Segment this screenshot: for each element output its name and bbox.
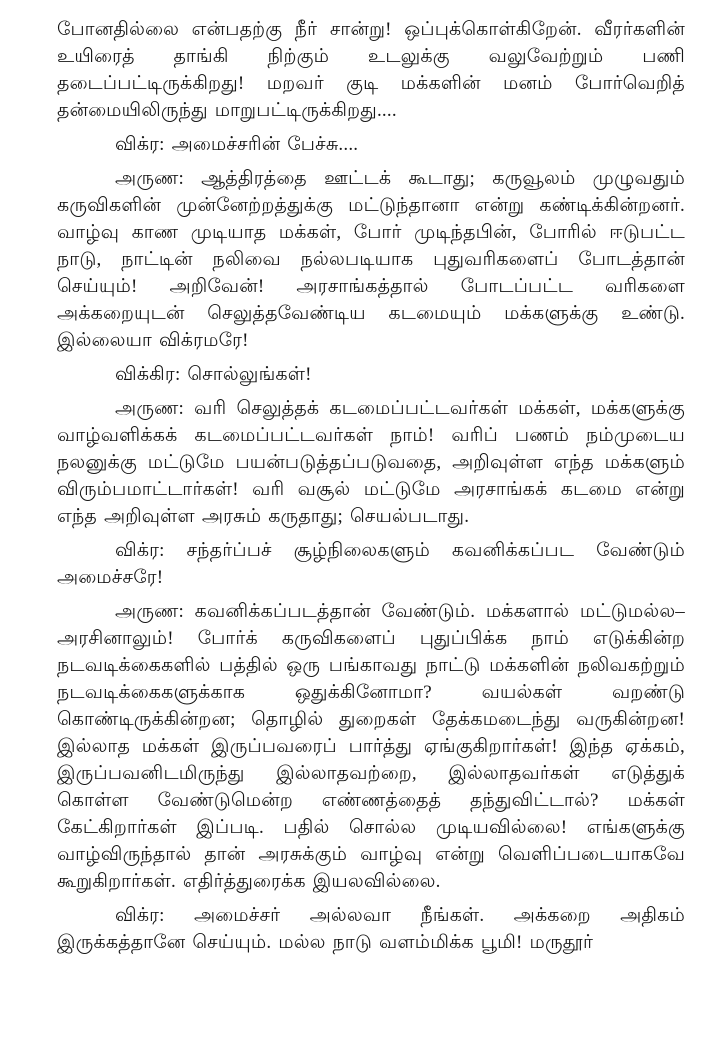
paragraph-dialogue-vikra-1: விக்ர: அமைச்சரின் பேச்சு.... [115,134,359,155]
paragraph-dialogue-vikra-3: விக்ர: அமைச்சர் அல்லவா நீங்கள். அக்கறை அதிகம் இருக்கத்தானே செய்யும். மல்ல நாடு வளம்மிக்க பூமி! மருதூர் [57,905,685,953]
paragraph-dialogue-aruna-3: அருண: கவனிக்கப்படத்தான் வேண்டும். மக்களால் மட்டுமல்ல–அரசினாலும்! போர்க் கருவிகளைப் புதுப்பிக்க நாம் எடுக்கின்ற நடவடிக்கைகளில் பத்தில் ஒரு பங்காவது நாட்டு மக்களின் நலிவகற்றும் நடவடிக்கைகளுக்காக ஒதுக்கினோமா? வயல்கள் வறண்டு கொண்டிருக்கின்றன; தொழில் துறைகள் தேக்கமடைந்து வருகின்றன! இல்லாத மக்கள் இருப்பவரைப் பார்த்து ஏங்குகிறார்கள்! இந்த ஏக்கம், இருப்பவனிடமிருந்து இல்லாதவற்றை, இல்லாதவர்கள் எடுத்துக் கொள்ள வேண்டுமென்ற எண்ணத்தைத் தந்துவிட்டால்? மக்கள் கேட்கிறார்கள் இப்படி. பதில் சொல்ல முடியவில்லை! எங்களுக்கு வாழ்விருந்தால் தான் அரசுக்கும் வாழ்வு என்று வெளிப்படையாகவே கூறுகிறார்கள். எதிர்த்துரைக்க இயலவில்லை. [57,601,685,892]
paragraph-dialogue-aruna-1: அருண: ஆத்திரத்தை ஊட்டக் கூடாது; கருவூலம் முழுவதும் கருவிகளின் முன்னேற்றத்துக்கு மட்டுந்தானா என்று கண்டிக்கின்றனர். வாழ்வு காண முடியாத மக்கள், போர் முடிந்தபின், போரில் ஈடுபட்ட நாடு, நாட்டின் நலிவை நல்லபடியாக புதுவரிகளைப் போடத்தான் செய்யும்! அறிவேன்! அரசாங்கத்தால் போடப்பட்ட வரிகளை அக்கறையுடன் செலுத்தவேண்டிய கடமையும் மக்களுக்கு உண்டு. இல்லையா விக்ரமரே! [57,168,685,351]
paragraph-continuation: போனதில்லை என்பதற்கு நீர் சான்று! ஒப்புக்கொள்கிறேன். வீரர்களின் உயிரைத் தாங்கி நிற்கும் உடலுக்கு வலுவேற்றும் பணி தடைப்பட்டிருக்கிறது! மறவர் குடி மக்களின் மனம் போர்வெறித் தன்மையிலிருந்து மாறுபட்டிருக்கிறது.... [57,19,685,121]
paragraph-dialogue-vikra-2: விக்ர: சந்தர்ப்பச் சூழ்நிலைகளும் கவனிக்கப்பட வேண்டும் அமைச்சரே! [57,540,685,588]
paragraph-dialogue-aruna-2: அருண: வரி செலுத்தக் கடமைப்பட்டவர்கள் மக்கள், மக்களுக்கு வாழ்வளிக்கக் கடமைப்பட்டவர்கள் நாம்! வரிப் பணம் நம்முடைய நலனுக்கு மட்டுமே பயன்படுத்தப்படுவதை, அறிவுள்ள எந்த மக்களும் விரும்பமாட்டார்கள்! வரி வசூல் மட்டுமே அரசாங்கக் கடமை என்று எந்த அறிவுள்ள அரசும் கருதாது; செயல்படாது. [57,398,685,527]
paragraph-dialogue-vikkira: விக்கிர: சொல்லுங்கள்! [115,364,312,385]
